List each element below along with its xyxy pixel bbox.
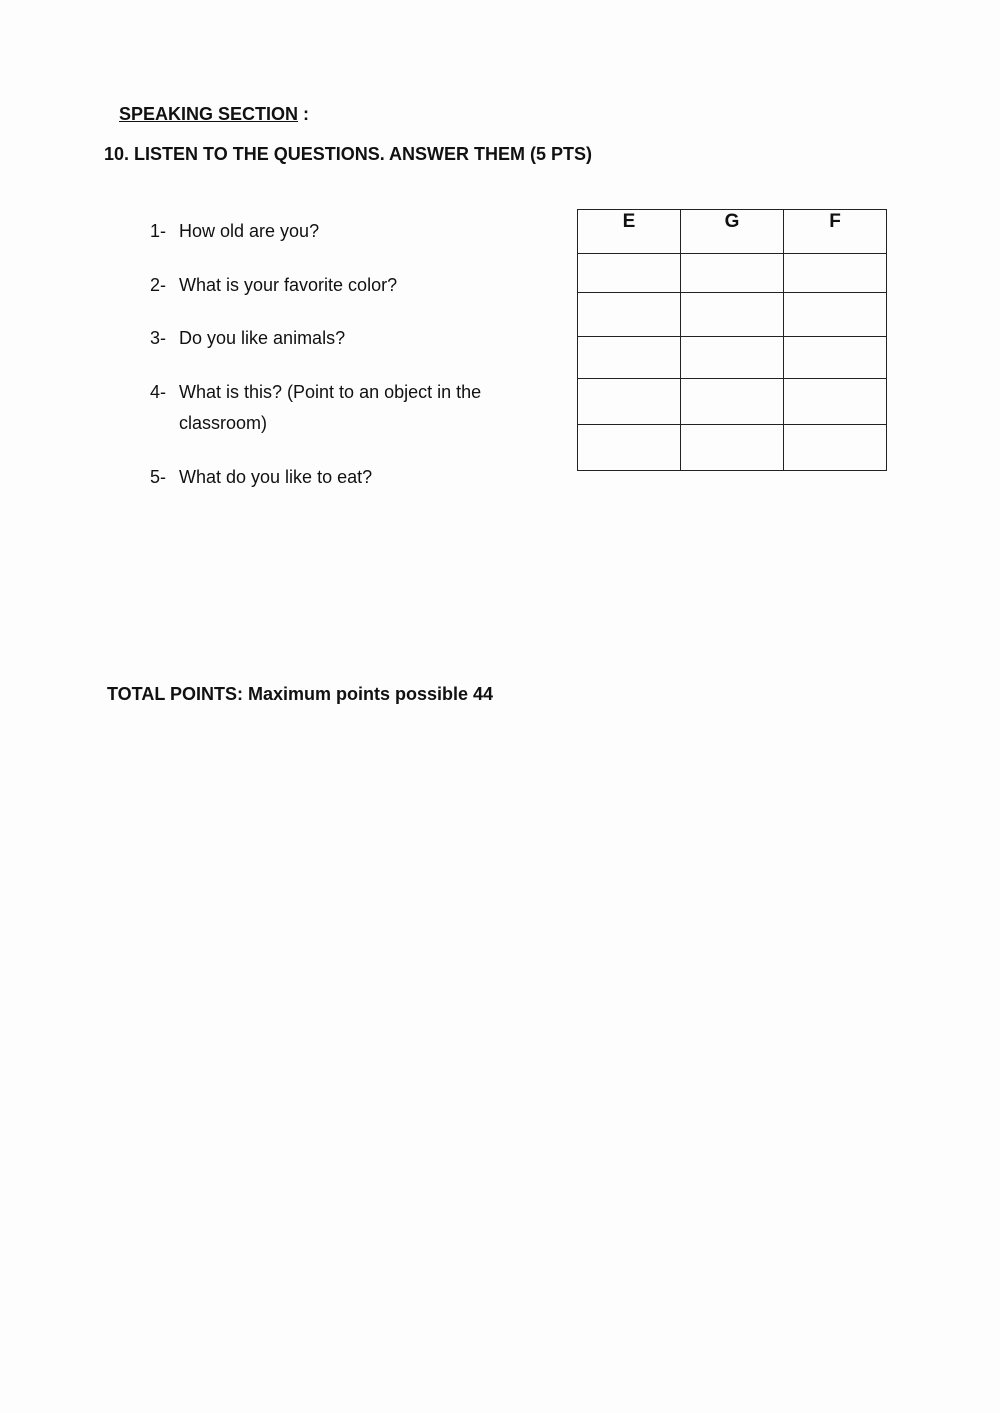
score-row-1 [578,254,887,293]
score-row-4 [578,379,887,425]
score-cell[interactable] [578,379,681,425]
score-cell[interactable] [681,254,784,293]
score-cell[interactable] [784,425,887,471]
question-text: Do you like animals? [179,328,346,348]
score-cell[interactable] [578,425,681,471]
score-cell[interactable] [681,425,784,471]
score-grid-header-row [578,210,887,254]
score-cell[interactable] [681,293,784,337]
score-cell[interactable] [578,337,681,379]
question-number: 1- [150,221,167,241]
section-title-text: SPEAKING SECTION [119,104,299,124]
header-g: G [681,210,784,254]
score-row-2 [578,293,887,337]
question-number: 2- [150,275,167,295]
header-f: F [784,210,887,254]
question-item-5 [150,462,530,493]
score-row-5 [578,425,887,471]
score-cell[interactable] [784,254,887,293]
question-text: What is this? (Point to an object in the classroom) [179,382,482,433]
score-grid [577,209,887,471]
score-cell[interactable] [578,293,681,337]
question-text: How old are you? [179,221,320,241]
question-item-2 [150,270,530,301]
score-cell[interactable] [578,254,681,293]
score-cell[interactable] [784,337,887,379]
score-cell[interactable] [681,337,784,379]
total-points: TOTAL POINTS: Maximum points possible 44 [107,684,494,704]
header-e: E [578,210,681,254]
question-item-4 [150,377,500,439]
question-number: 4- [150,382,167,402]
score-row-3 [578,337,887,379]
question-number: 5- [150,467,167,487]
question-text: What do you like to eat? [179,467,373,487]
question-text: What is your favorite color? [179,275,398,295]
question-item-1 [150,216,530,247]
instruction-heading: 10. LISTEN TO THE QUESTIONS. ANSWER THEM (5 PTS) [104,144,593,164]
score-cell[interactable] [681,379,784,425]
section-title [119,104,309,125]
score-cell[interactable] [784,293,887,337]
section-title-suffix: : [298,104,310,124]
score-cell[interactable] [784,379,887,425]
question-number: 3- [150,328,167,348]
question-item-3 [150,323,530,354]
